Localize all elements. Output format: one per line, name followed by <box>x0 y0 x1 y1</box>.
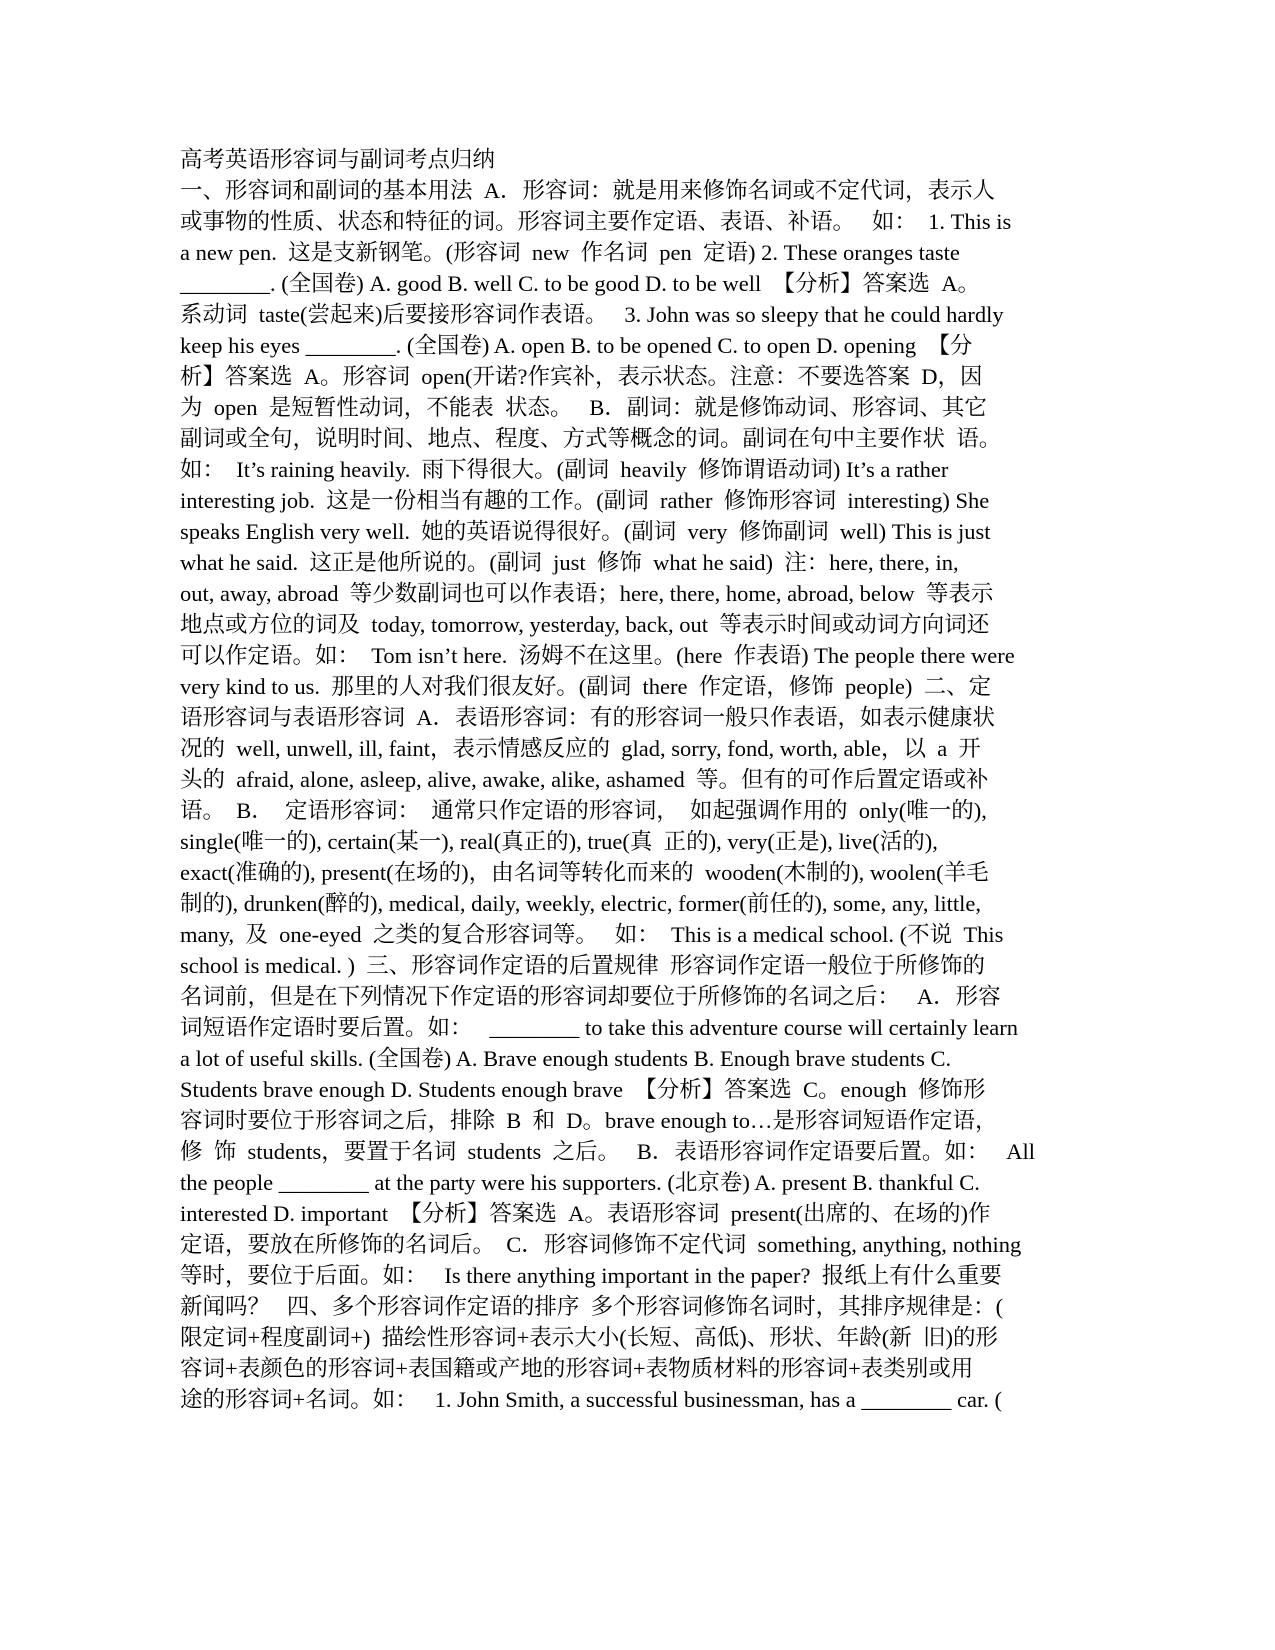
body-text-line: 为 open 是短暂性动词，不能表 状态。 B．副词：就是修饰动词、形容词、其它 <box>180 395 987 420</box>
body-text-line: exact(准确的), present(在场的)，由名词等转化而来的 wooden(木制的), woolen(羊毛 <box>180 860 989 885</box>
body-text-line: the people ________ at the party were his supporters. (北京卷) A. present B. thankful C. <box>180 1170 980 1195</box>
body-text-line: single(唯一的), certain(某一), real(真正的), true(真 正的), very(正是), live(活的), <box>180 829 938 854</box>
body-text-line: ________. (全国卷) A. good B. well C. to be good D. to be well 【分析】答案选 A。 <box>180 271 980 296</box>
body-text-line: 地点或方位的词及 today, tomorrow, yesterday, back, out 等表示时间或动词方向词还 <box>180 612 990 637</box>
body-text-line: Students brave enough D. Students enough brave 【分析】答案选 C。enough 修饰形 <box>180 1077 986 1102</box>
body-text-line: 一、形容词和副词的基本用法 A．形容词：就是用来修饰名词或不定代词，表示人 <box>180 178 996 203</box>
body-text-line: interesting job. 这是一份相当有趣的工作。(副词 rather 修饰形容词 interesting) She <box>180 488 990 513</box>
body-text-line: 修 饰 students，要置于名词 students 之后。 B．表语形容词作定语要后置。如： All <box>180 1139 1036 1164</box>
body-text-line: 制的), drunken(醉的), medical, daily, weekly, electric, former(前任的), some, any, little, <box>180 891 981 916</box>
body-text-line: 或事物的性质、状态和特征的词。形容词主要作定语、表语、补语。 如： 1. This is <box>180 209 1012 234</box>
body-text-line: 头的 afraid, alone, asleep, alive, awake, alike, ashamed 等。但有的可作后置定语或补 <box>180 767 989 792</box>
body-text-line: 新闻吗？ 四、多个形容词作定语的排序 多个形容词修饰名词时，其排序规律是：( <box>180 1294 1004 1319</box>
body-text-line: 等时，要位于后面。如： Is there anything important in the paper? 报纸上有什么重要 <box>180 1263 1002 1288</box>
body-text-line: 容词+表颜色的形容词+表国籍或产地的形容词+表物质材料的形容词+表类别或用 <box>180 1356 974 1381</box>
body-text-line: 名词前，但是在下列情况下作定语的形容词却要位于所修饰的名词之后： A．形容 <box>180 984 1001 1009</box>
body-text-line: interested D. important 【分析】答案选 A。表语形容词 present(出席的、在场的)作 <box>180 1201 991 1226</box>
body-text-line: out, away, abroad 等少数副词也可以作表语；here, there, home, abroad, below 等表示 <box>180 581 994 606</box>
body-text-line: 容词时要位于形容词之后，排除 B 和 D。brave enough to…是形容词短语作定语， <box>180 1108 998 1133</box>
body-text-line: keep his eyes ________. (全国卷) A. open B. to be opened C. to open D. opening 【分 <box>180 333 973 358</box>
body-text-line: a new pen. 这是支新钢笔。(形容词 new 作名词 pen 定语) 2. These oranges taste <box>180 240 960 265</box>
body-text-line: 定语，要放在所修饰的名词后。 C．形容词修饰不定代词 something, anything, nothing <box>180 1232 1022 1257</box>
body-text-line: 可以作定语。如： Tom isn’t here. 汤姆不在这里。(here 作表语) The people there were <box>180 643 1015 668</box>
body-text-line: a lot of useful skills. (全国卷) A. Brave enough students B. Enough brave students C. <box>180 1046 952 1071</box>
body-text-line: 词短语作定语时要后置。如： ________ to take this adventure course will certainly learn <box>180 1015 1018 1040</box>
body-text-line: 系动词 taste(尝起来)后要接形容词作表语。 3. John was so sleepy that he could hardly <box>180 302 1004 327</box>
body-text-line: very kind to us. 那里的人对我们很友好。(副词 there 作定语，修饰 people) 二、定 <box>180 674 992 699</box>
body-text-line: many, 及 one-eyed 之类的复合形容词等。 如： This is a medical school. (不说 This <box>180 922 1004 947</box>
body-text-line: 如： It’s raining heavily. 雨下得很大。(副词 heavily 修饰谓语动词) It’s a rather <box>180 457 949 482</box>
body-text-line: 副词或全句，说明时间、地点、程度、方式等概念的词。副词在句中主要作状 语。 <box>180 426 1002 451</box>
body-text-line: 语形容词与表语形容词 A．表语形容词：有的形容词一般只作表语，如表示健康状 <box>180 705 996 730</box>
body-text-line: 语。 B． 定语形容词： 通常只作定语的形容词， 如起强调作用的 only(唯一的), <box>180 798 987 823</box>
body-text-line: what he said. 这正是他所说的。(副词 just 修饰 what he said) 注：here, there, in, <box>180 550 959 575</box>
body-text-line: speaks English very well. 她的英语说得很好。(副词 very 修饰副词 well) This is just <box>180 519 991 544</box>
body-text-line: 况的 well, unwell, ill, faint，表示情感反应的 glad, sorry, fond, worth, able，以 a 开 <box>180 736 981 761</box>
body-text-line: 析】答案选 A。形容词 open(开诺?作宾补，表示状态。注意：不要选答案 D，因 <box>180 364 983 389</box>
body-text-line: 限定词+程度副词+) 描绘性形容词+表示大小(长短、高低)、形状、年龄(新 旧)的形 <box>180 1325 999 1350</box>
document-body <box>180 144 1080 1415</box>
body-text-line: 途的形容词+名词。如： 1. John Smith, a successful businessman, has a ________ car. ( <box>180 1387 1002 1412</box>
body-text-line: school is medical. ) 三、形容词作定语的后置规律 形容词作定语一般位于所修饰的 <box>180 953 985 978</box>
document-title: 高考英语形容词与副词考点归纳 <box>180 147 496 172</box>
